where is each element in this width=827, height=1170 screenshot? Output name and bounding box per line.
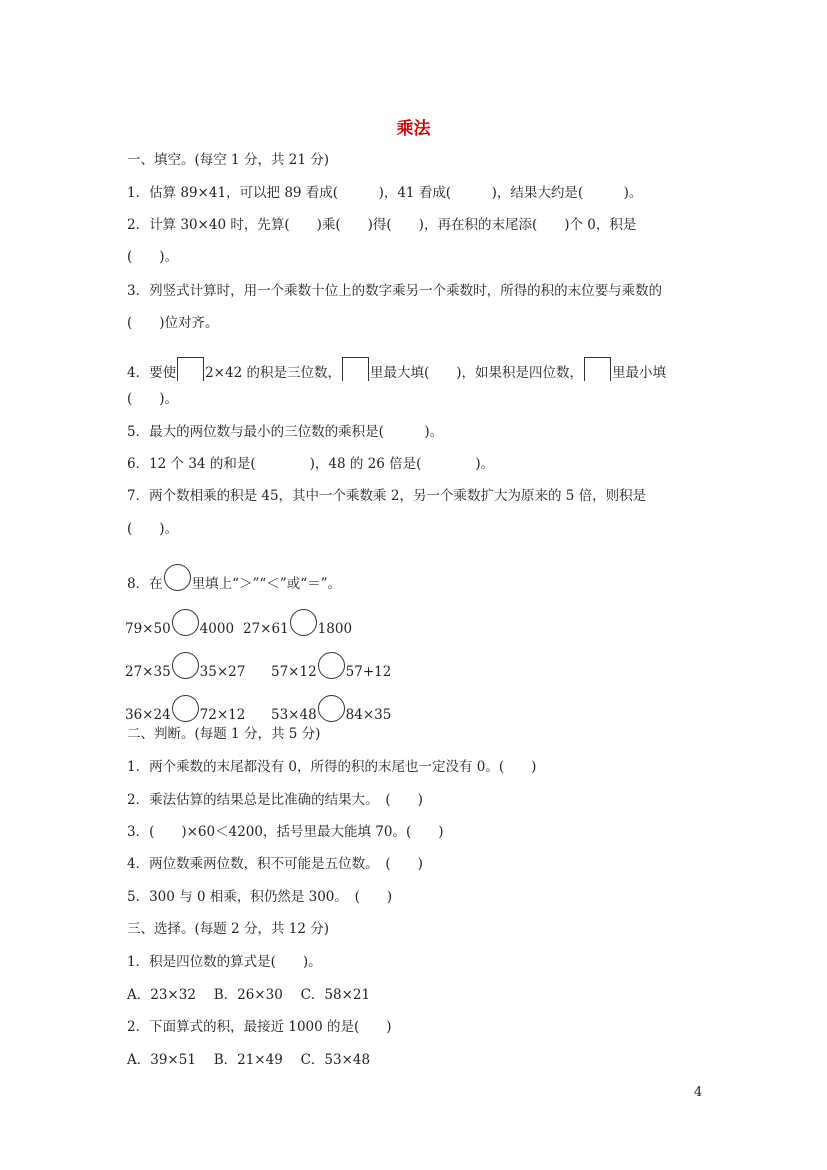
question-4-line1	[127, 357, 666, 382]
blank-square-icon	[584, 357, 611, 381]
blank-square-icon	[177, 357, 204, 381]
blank-circle-icon	[318, 652, 345, 679]
question-7-line2: ( )。	[127, 521, 179, 537]
comparison-left: 79×50	[125, 621, 171, 637]
question-4-text-b: 2×42 的积是三位数，	[205, 365, 341, 381]
question-4-text-d: 里最小填	[612, 365, 667, 381]
question-4-text-a: 4．要使	[127, 365, 177, 381]
judgement-item: 1．两个乘数的末尾都没有 0，所得的积的末尾也一定没有 0。( )	[127, 759, 537, 775]
judgement-item: 2．乘法估算的结果总是比准确的结果大。 ( )	[127, 792, 423, 808]
section2-heading: 二、判断。(每题 1 分，共 5 分)	[127, 726, 321, 742]
blank-circle-icon	[172, 609, 199, 636]
question-3-line2: ( )位对齐。	[127, 315, 219, 331]
question-1: 1．估算 89×41，可以把 89 看成( )，41 看成( )，结果大约是( )。	[127, 185, 643, 201]
comparison-right: 4000	[199, 621, 235, 637]
comparison-right: 57+12	[345, 664, 392, 680]
question-3-line1: 3．列竖式计算时，用一个乘数十位上的数字乘另一个乘数时，所得的积的末位要与乘数的	[127, 283, 663, 299]
section3-heading: 三、选择。(每题 2 分，共 12 分)	[127, 921, 329, 937]
question-2-line1: 2．计算 30×40 时，先算( )乘( )得( )，再在积的末尾添( )个 0，积是	[127, 217, 637, 233]
choice-options-1: A．23×32 B．26×30 C．58×21	[127, 987, 371, 1003]
comparison-right: 84×35	[345, 707, 392, 723]
question-5: 5．最大的两位数与最小的三位数的乘积是( )。	[127, 424, 444, 440]
blank-circle-icon	[172, 695, 199, 722]
choice-question-2: 2．下面算式的积，最接近 1000 的是( )	[127, 1019, 392, 1035]
blank-circle-icon	[318, 695, 345, 722]
choice-options-2: A．39×51 B．21×49 C．53×48	[127, 1052, 371, 1068]
comparison-right: 72×12	[199, 707, 246, 723]
page-title: 乘法	[396, 119, 431, 139]
section1-heading: 一、填空。(每空 1 分，共 21 分)	[127, 152, 329, 168]
comparison-right: 35×27	[199, 664, 246, 680]
question-6: 6．12 个 34 的和是( )，48 的 26 倍是( )。	[127, 456, 495, 472]
comparison-item	[125, 609, 234, 638]
comparison-item	[243, 609, 352, 638]
comparison-item	[125, 652, 245, 681]
question-4-line2: ( )。	[127, 391, 179, 407]
judgement-item: 5．300 与 0 相乘，积仍然是 300。 ( )	[127, 889, 393, 905]
page-number: 4	[694, 1085, 703, 1100]
comparison-left: 57×12	[271, 664, 317, 680]
comparison-right: 1800	[317, 621, 353, 637]
question-8-text-b: 里填上“＞”“＜”或“＝”。	[191, 576, 342, 592]
comparison-item	[271, 652, 391, 681]
blank-circle-icon	[164, 564, 191, 591]
blank-square-icon	[342, 357, 369, 381]
comparison-left: 53×48	[271, 707, 317, 723]
choice-question-1: 1．积是四位数的算式是( )。	[127, 954, 322, 970]
question-8-text-a: 8．在	[127, 576, 163, 592]
comparison-left: 27×61	[243, 621, 289, 637]
judgement-item: 3．( )×60＜4200，括号里最大能填 70。( )	[127, 824, 444, 840]
question-2-line2: ( )。	[127, 249, 179, 265]
judgement-item: 4．两位数乘两位数，积不可能是五位数。 ( )	[127, 856, 423, 872]
comparison-left: 27×35	[125, 664, 171, 680]
question-8-instruction	[127, 564, 341, 593]
blank-circle-icon	[172, 652, 199, 679]
comparison-item	[271, 695, 391, 724]
question-4-text-c: 里最大填( )，如果积是四位数，	[369, 365, 584, 381]
question-7-line1: 7．两个数相乘的积是 45，其中一个乘数乘 2，另一个乘数扩大为原来的 5 倍，则积是	[127, 488, 647, 504]
comparison-left: 36×24	[125, 707, 171, 723]
blank-circle-icon	[290, 609, 317, 636]
comparison-item	[125, 695, 245, 724]
